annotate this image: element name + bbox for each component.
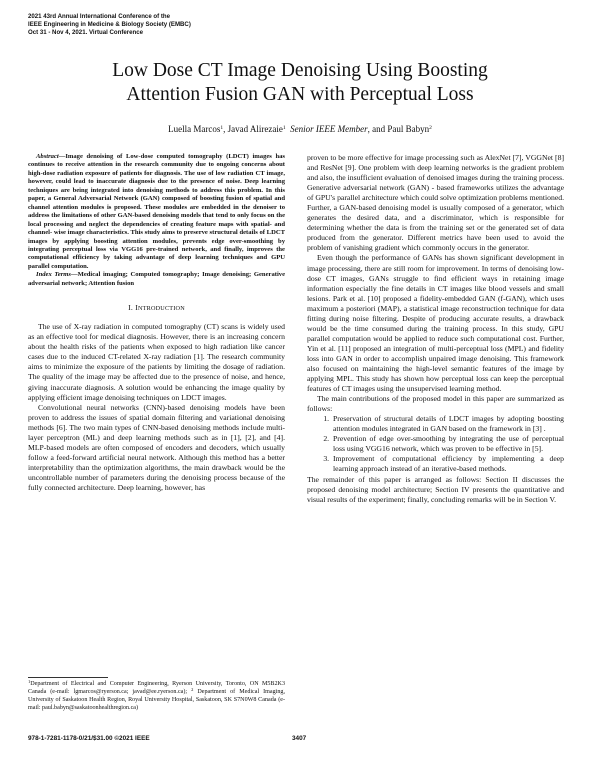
intro-paragraph-1: The use of X-ray radiation in computed tomography (CT) scans is widely used as an effective tool for medical diagnosis. However, there is an increasing concern about the health risks of the patients when exposed to high radiation like cancer cases due to the induced CT-related X-ray radiation [1]. The research community aims to minimize the exposure of the patients by limiting the dosage of radiation. The quality of the image may be affected due to the presence of noise, and hence, giving inaccurate diagnosis. A solution would be enhancing the image quality by applying efficient image denoising techniques on LDCT images. [28,322,285,402]
intro-paragraph-4: Even though the performance of GANs has shown significant development in image processing, there are still room for improvement. In terms of denoising low-dose CT images, GANs struggle to find efficient ways in retaining image information especially the fine details in CT images like blood vessels and small lesions. Park et al. [10] proposed a fidelity-embedded GAN (f-GAN), which uses maximum a posteriori (MAP), a statistical image reconstruction technique for data fitting during noise filtering. Despite of producing accurate results, a drawback would be the time consumed during the training process. In this study, GPU parallel computation would be applied to reduce such computational cost. Further, Yin et al. [11] proposed an integration of multi-perceptual loss (MPL) and fidelity loss into GAN in order to accomplish unpaired image denoising. This framework also focused on maintaining the high-level semantic features of the image by applying MPL. This study has shown how perceptual loss can keep the perceptual features of CT images using the unsupervised learning method. [307,253,564,394]
author-2-affil: 1 [282,125,286,131]
author-3: Paul Babyn [387,124,430,134]
author-3-affil: 2 [429,125,432,131]
abstract-text: —Image denoising of Low-dose computed tomography (LDCT) images has continues to receive attention in the research community due to ongoing concerns about high-dose radiation exposure of patients for diagnosis. The use of low radiation CT image, however, could lead to inaccurate diagnosis due to the presence of noise. Deep learning techniques are being integrated into denoising methods to address this problem. In this paper, a General Adversarial Network (GAN) composed of boosting fusion of spatial and channel attention modules is proposed. These modules are embedded in the denoiser to address the limitations of other GAN-based denoising models that tend to only focus on the local processing and neglect the dependencies of creating feature maps with spatial- and channel- wise image characteristics. This study aims to preserve structural details of LDCT images by applying boosting attention modules, prevents edge over-smoothing by integrating perceptual loss via VGG16 pre-trained network, and finally, improves the computational efficiency by taking advantage of deep learning techniques and GPU parallel computation. [28,153,285,270]
contributions-list [307,414,564,474]
intro-paragraph-5: The main contributions of the proposed model in this paper are summarized as follows: [307,394,564,414]
section-title-rest: NTRODUCTION [138,305,185,313]
page-number: 3407 [292,735,307,742]
list-item: 1. Preservation of structural details of LDCT images by adopting boosting attention modules integrated in GAN based on the framework in [3] . [331,414,564,434]
closing-paragraph: The remainder of this paper is arranged as follows: Section II discusses the proposed denoising model architecture; Section IV presents the quantitative and visual results of the experiment; finally, concluding remarks will be in Section V. [307,474,564,504]
footnote-marker-2: 2 [191,686,194,692]
author-1: Luella Marcos [168,124,221,134]
conference-line-2: IEEE Engineering in Medicine & Biology Society (EMBC) [28,21,191,29]
abstract-lead: Abstract [36,153,59,160]
index-terms-text: —Medical imaging; Computed tomography; Image denoising; Generative adversarial network; Attention fusion [28,271,286,287]
right-column [307,153,564,505]
list-item: 3. Improvement of computational efficiency by implementing a deep learning approach instead of an iterative-based methods. [331,454,564,474]
section-numeral: I. [128,303,136,313]
abstract [28,153,285,271]
conference-line-1: 2021 43rd Annual International Conference of the [28,13,170,20]
title-line-2: Attention Fusion GAN with Perceptual Loss [126,84,474,105]
index-terms [28,271,285,288]
section-first-letter: I [135,303,138,313]
intro-paragraph-2: Convolutional neural networks (CNN)-based denoising models have been proven to address the issues of spatial domain filtering and variational denoising methods [6]. The two main types of CNN-based denoising methods include multi-layer perceptron (ML) and deep learning methods such as in [1], [2], and [4]. MLP-based models are often composed of encoders and decoders, which usually follow a feed-forward artificial neural network. Although this method has a better interpretability than the optimization algorithms, the main drawback would be the uncontrollable number of parameters during the denoising process because of the fully connected architecture. Deep learning, however, has [28,402,285,492]
section-heading-introduction [28,303,285,314]
affiliation-footnote [28,681,285,712]
right-body [307,153,564,505]
author-separator: , [223,124,228,134]
isbn-copyright: 978-1-7281-1178-0/21/$31.00 ©2021 IEEE [28,735,150,742]
author-separator: , and [367,124,388,134]
footnote-marker-1: 1 [28,679,31,684]
author-2-title: Senior IEEE Member [290,124,368,134]
conference-line-3: Oct 31 - Nov 4, 2021. Virtual Conference [28,29,144,37]
intro-paragraph-3: proven to be more effective for image processing such as AlexNet [7], VGGNet [8] and ResNet [9]. One problem with deep learning networks is the gradient problem and also, the insufficient evaluation of denoised images during the training process. Generative adversarial network (GAN) - based frameworks utilizes the advantage of GPU's parallel architecture which could solve optimization problems mentioned. Further, a GAN-based denoising model is usually composed of a generator, which generates the desired data, and a discriminator, which is responsible for determining whether the data is from the training set or the generated set of data produced from the generator. Different metrics have been used to avoid the problem of vanishing gradient which commonly occurs in the generator. [307,153,564,253]
list-item: 2. Prevention of edge over-smoothing by integrating the use of perceptual loss using VGG16 network, which was proven to be effective in [5]. [331,434,564,454]
author-list [20,124,580,135]
author-1-affil: 1 [220,125,224,131]
footnote-text-1: Department of Electrical and Computer Engineering, Ryerson University, Toronto, ON M5B2K3 Canada (e-mail: lgmarcos@ryerson.ca; javad@ee.ryerson.ca); [28,681,285,695]
footnote-divider [28,677,108,678]
index-terms-lead: Index Terms [36,271,72,279]
conference-header [28,13,328,38]
footnote-text-2: Department of Medical Imaging, University of Saskatoon Health Region, Royal University Hospital, Saskatoon, SK S7N0W8 Canada (e-mail: paul.babyn@saskatoonhealthregion.ca) [28,688,285,711]
left-body [28,322,285,493]
left-column [28,153,285,493]
paper-title [20,59,580,107]
title-line-1: Low Dose CT Image Denoising Using Boosting [112,60,488,81]
author-2: Javad Alirezaie [227,124,283,134]
